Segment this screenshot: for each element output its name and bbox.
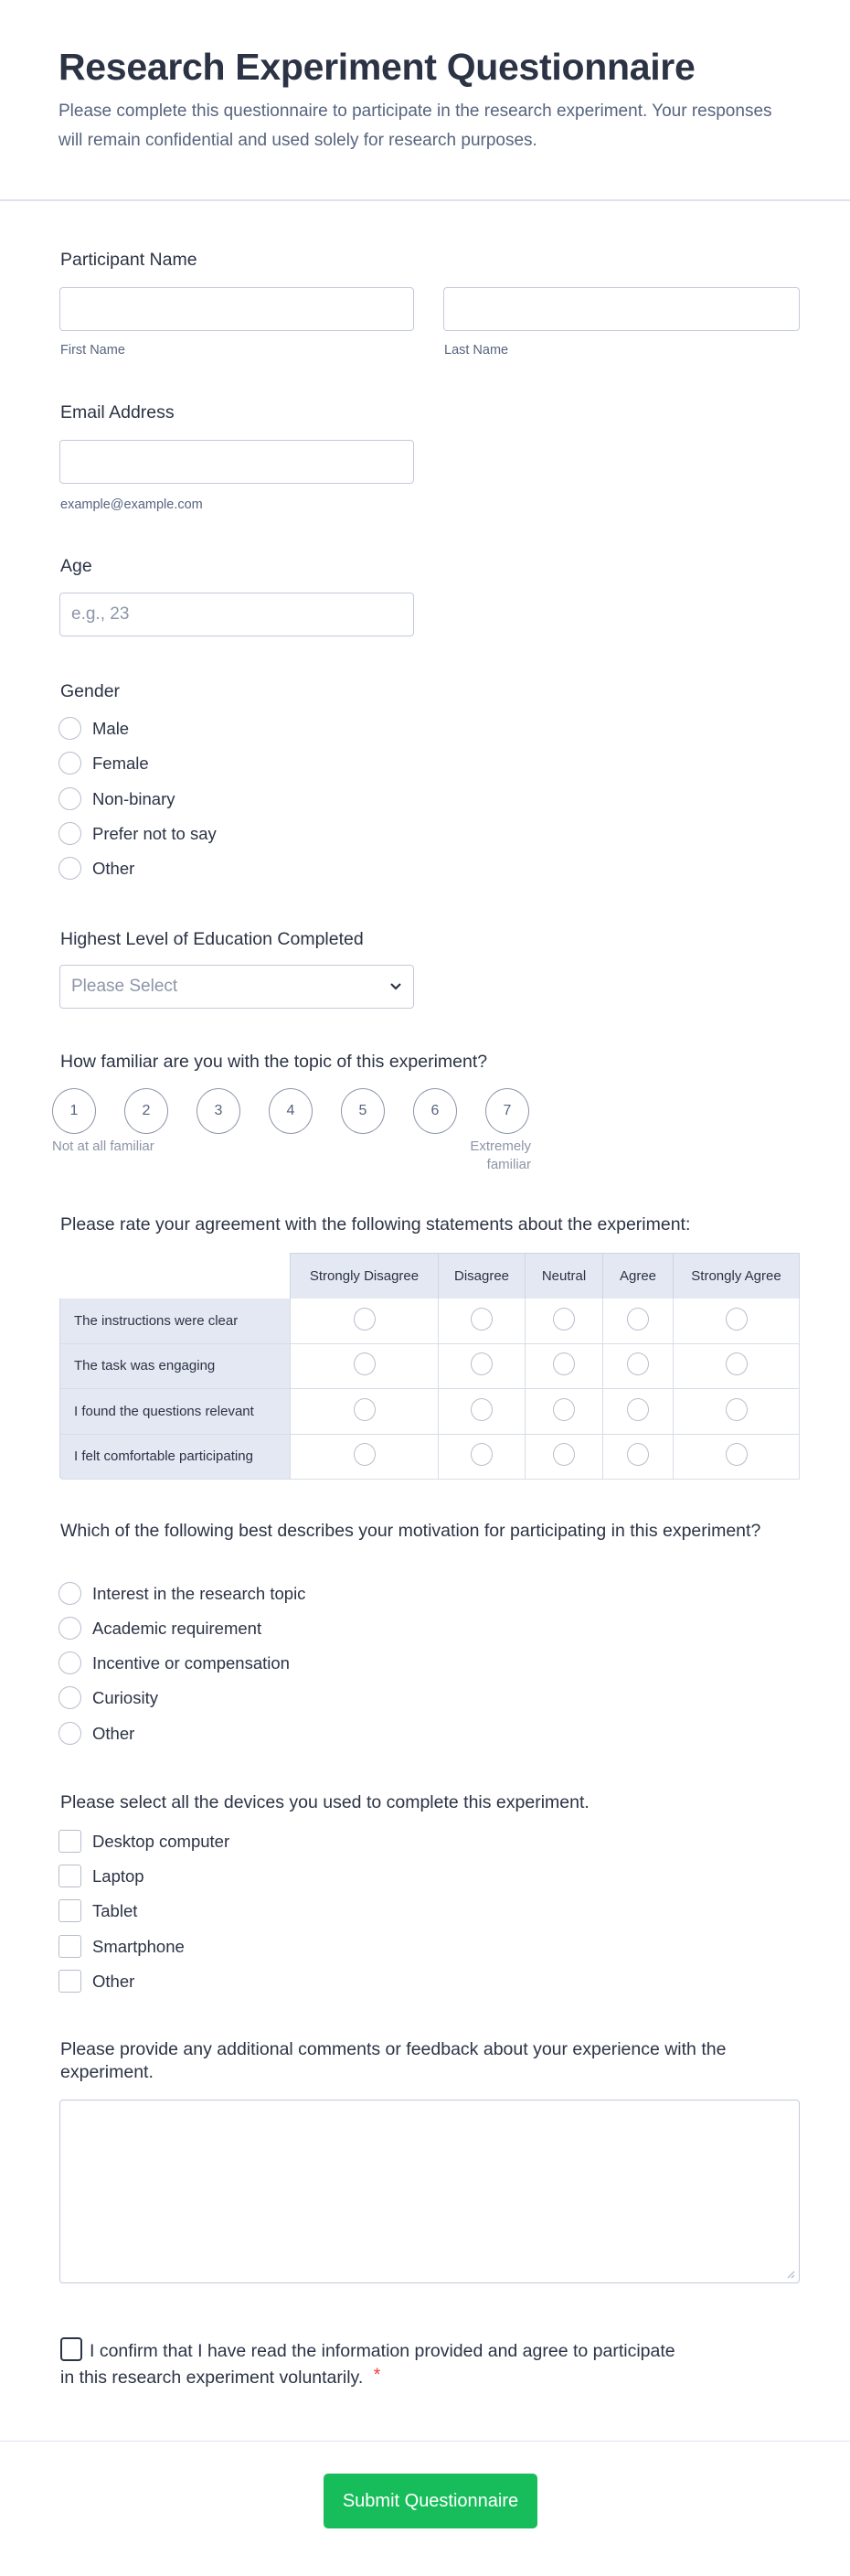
matrix-column-header: Neutral — [526, 1253, 603, 1299]
radio-icon[interactable] — [627, 1308, 649, 1331]
scale-option-2[interactable]: 2 — [124, 1088, 168, 1134]
motivation-option[interactable] — [58, 1686, 158, 1709]
matrix-cell[interactable] — [526, 1344, 603, 1390]
motivation-option[interactable] — [58, 1617, 261, 1640]
matrix-cell[interactable] — [526, 1435, 603, 1480]
gender-option[interactable] — [58, 787, 175, 810]
device-option[interactable] — [58, 1899, 137, 1922]
gender-option[interactable] — [58, 857, 134, 880]
radio-icon[interactable] — [354, 1398, 376, 1421]
scale-high-label: Extremely familiar — [470, 1138, 531, 1172]
radio-icon[interactable] — [627, 1352, 649, 1375]
radio-icon[interactable] — [471, 1308, 493, 1331]
checkbox-icon[interactable] — [58, 1899, 81, 1922]
matrix-label: Please rate your agreement with the following statements about the experiment: — [60, 1214, 691, 1235]
page-description: Please complete this questionnaire to participate in the research experiment. Your responses will remain confidential and used solely for research purposes. — [58, 102, 772, 150]
matrix-cell[interactable] — [674, 1389, 800, 1435]
email-input[interactable] — [59, 440, 414, 484]
consent-label: I confirm that I have read the information provided and agree to participate in this research experiment voluntarily. — [60, 2341, 675, 2388]
comments-label: Please provide any additional comments or feedback about your experience with the experiment. — [60, 2039, 727, 2082]
option-label: Incentive or compensation — [92, 1652, 290, 1673]
required-asterisk: * — [373, 2365, 381, 2385]
motivation-option[interactable] — [58, 1582, 305, 1605]
age-placeholder: e.g., 23 — [71, 604, 130, 624]
matrix-cell[interactable] — [603, 1299, 674, 1344]
matrix-row-label: The instructions were clear — [59, 1299, 291, 1344]
last-name-input[interactable] — [443, 287, 800, 331]
scale-option-7[interactable]: 7 — [485, 1088, 529, 1134]
participant-name-label: Participant Name — [60, 250, 197, 270]
motivation-option[interactable] — [58, 1722, 134, 1745]
consent-field[interactable] — [60, 2337, 691, 2389]
chevron-down-icon — [389, 982, 402, 991]
matrix-row — [59, 1344, 800, 1390]
radio-icon[interactable] — [354, 1352, 376, 1375]
matrix-column-header: Disagree — [439, 1253, 526, 1299]
matrix-row-label: I felt comfortable participating — [59, 1435, 291, 1480]
checkbox-icon[interactable] — [58, 1970, 81, 1993]
radio-icon[interactable] — [58, 857, 81, 880]
option-label: Prefer not to say — [92, 823, 217, 843]
radio-icon[interactable] — [726, 1398, 748, 1421]
radio-icon[interactable] — [471, 1443, 493, 1466]
motivation-label: Which of the following best describes your motivation for participating in this experiment? — [60, 1521, 761, 1541]
checkbox-icon[interactable] — [58, 1865, 81, 1887]
motivation-option[interactable] — [58, 1651, 290, 1674]
radio-icon[interactable] — [553, 1443, 575, 1466]
matrix-cell[interactable] — [439, 1435, 526, 1480]
scale-low-label: Not at all familiar — [52, 1138, 154, 1154]
device-option[interactable] — [58, 1970, 134, 1993]
matrix-cell[interactable] — [439, 1389, 526, 1435]
divider — [0, 199, 850, 201]
device-option[interactable] — [58, 1830, 229, 1853]
gender-option[interactable] — [58, 822, 217, 845]
option-label: Smartphone — [92, 1936, 185, 1956]
radio-icon[interactable] — [58, 1651, 81, 1674]
option-label: Laptop — [92, 1865, 144, 1886]
matrix-cell[interactable] — [291, 1389, 439, 1435]
device-option[interactable] — [58, 1865, 144, 1887]
matrix-cell[interactable] — [439, 1344, 526, 1390]
matrix-cell[interactable] — [439, 1299, 526, 1344]
matrix-cell[interactable] — [674, 1299, 800, 1344]
matrix-cell[interactable] — [291, 1299, 439, 1344]
comments-textarea[interactable] — [59, 2100, 800, 2283]
radio-icon[interactable] — [58, 787, 81, 810]
radio-icon[interactable] — [58, 752, 81, 775]
gender-label: Gender — [60, 681, 121, 701]
radio-icon[interactable] — [354, 1443, 376, 1466]
option-label: Academic requirement — [92, 1618, 262, 1638]
radio-icon[interactable] — [627, 1443, 649, 1466]
education-placeholder: Please Select — [71, 977, 178, 996]
scale-option-1[interactable]: 1 — [52, 1088, 96, 1134]
option-label: Other — [92, 1723, 135, 1743]
radio-icon[interactable] — [726, 1352, 748, 1375]
option-label: Other — [92, 1971, 135, 1991]
matrix-cell[interactable] — [291, 1435, 439, 1480]
radio-icon[interactable] — [627, 1398, 649, 1421]
resize-handle-icon[interactable] — [786, 2270, 795, 2279]
email-label: Email Address — [60, 402, 175, 422]
devices-label: Please select all the devices you used to complete this experiment. — [60, 1792, 590, 1812]
matrix-cell[interactable] — [603, 1344, 674, 1390]
submit-button[interactable]: Submit Questionnaire — [324, 2474, 537, 2528]
radio-icon[interactable] — [354, 1308, 376, 1331]
radio-icon[interactable] — [471, 1398, 493, 1421]
radio-icon[interactable] — [471, 1352, 493, 1375]
matrix-cell[interactable] — [526, 1299, 603, 1344]
first-name-sublabel: First Name — [60, 343, 125, 358]
option-label: Male — [92, 718, 130, 738]
radio-icon[interactable] — [726, 1443, 748, 1466]
option-label: Other — [92, 858, 135, 878]
device-option[interactable] — [58, 1935, 185, 1958]
familiarity-label: How familiar are you with the topic of this experiment? — [60, 1052, 488, 1072]
option-label: Tablet — [92, 1900, 138, 1920]
radio-icon[interactable] — [553, 1398, 575, 1421]
matrix-column-header: Strongly Agree — [674, 1253, 800, 1299]
checkbox-icon[interactable] — [58, 1935, 81, 1958]
age-label: Age — [60, 556, 92, 576]
radio-icon[interactable] — [58, 1722, 81, 1745]
matrix-cell[interactable] — [291, 1344, 439, 1390]
matrix-row — [59, 1299, 800, 1344]
radio-icon[interactable] — [58, 1617, 81, 1640]
radio-icon[interactable] — [553, 1352, 575, 1375]
checkbox-icon[interactable] — [58, 1830, 81, 1853]
matrix-row-label: I found the questions relevant — [59, 1389, 291, 1435]
matrix-cell[interactable] — [603, 1389, 674, 1435]
education-label: Highest Level of Education Completed — [60, 929, 364, 949]
education-select[interactable] — [59, 965, 414, 1009]
radio-icon[interactable] — [58, 717, 81, 740]
option-label: Female — [92, 753, 149, 773]
divider — [0, 2441, 850, 2442]
matrix-corner — [59, 1253, 291, 1299]
option-label: Interest in the research topic — [92, 1583, 306, 1603]
last-name-sublabel: Last Name — [444, 343, 509, 358]
first-name-input[interactable] — [59, 287, 414, 331]
radio-icon[interactable] — [726, 1308, 748, 1331]
age-input[interactable] — [59, 593, 414, 636]
radio-icon[interactable] — [58, 822, 81, 845]
email-hint: example@example.com — [60, 497, 203, 512]
gender-option[interactable] — [58, 752, 149, 775]
matrix-cell[interactable] — [603, 1435, 674, 1480]
scale-option-5[interactable]: 5 — [341, 1088, 385, 1134]
matrix-row — [59, 1389, 800, 1435]
matrix-cell[interactable] — [674, 1344, 800, 1390]
scale-option-4[interactable]: 4 — [269, 1088, 313, 1134]
matrix-row-label: The task was engaging — [59, 1344, 291, 1390]
matrix-column-header: Strongly Disagree — [291, 1253, 439, 1299]
gender-option[interactable] — [58, 717, 129, 740]
radio-icon[interactable] — [58, 1582, 81, 1605]
consent-checkbox[interactable] — [60, 2337, 82, 2361]
scale-option-3[interactable]: 3 — [197, 1088, 240, 1134]
option-label: Curiosity — [92, 1687, 158, 1707]
matrix-cell[interactable] — [674, 1435, 800, 1480]
radio-icon[interactable] — [58, 1686, 81, 1709]
matrix-cell[interactable] — [526, 1389, 603, 1435]
matrix-row — [59, 1435, 800, 1480]
radio-icon[interactable] — [553, 1308, 575, 1331]
agreement-matrix — [59, 1253, 800, 1480]
option-label: Desktop computer — [92, 1831, 230, 1851]
matrix-column-header: Agree — [603, 1253, 674, 1299]
option-label: Non-binary — [92, 788, 175, 808]
page-title: Research Experiment Questionnaire — [58, 46, 696, 88]
scale-option-6[interactable]: 6 — [413, 1088, 457, 1134]
